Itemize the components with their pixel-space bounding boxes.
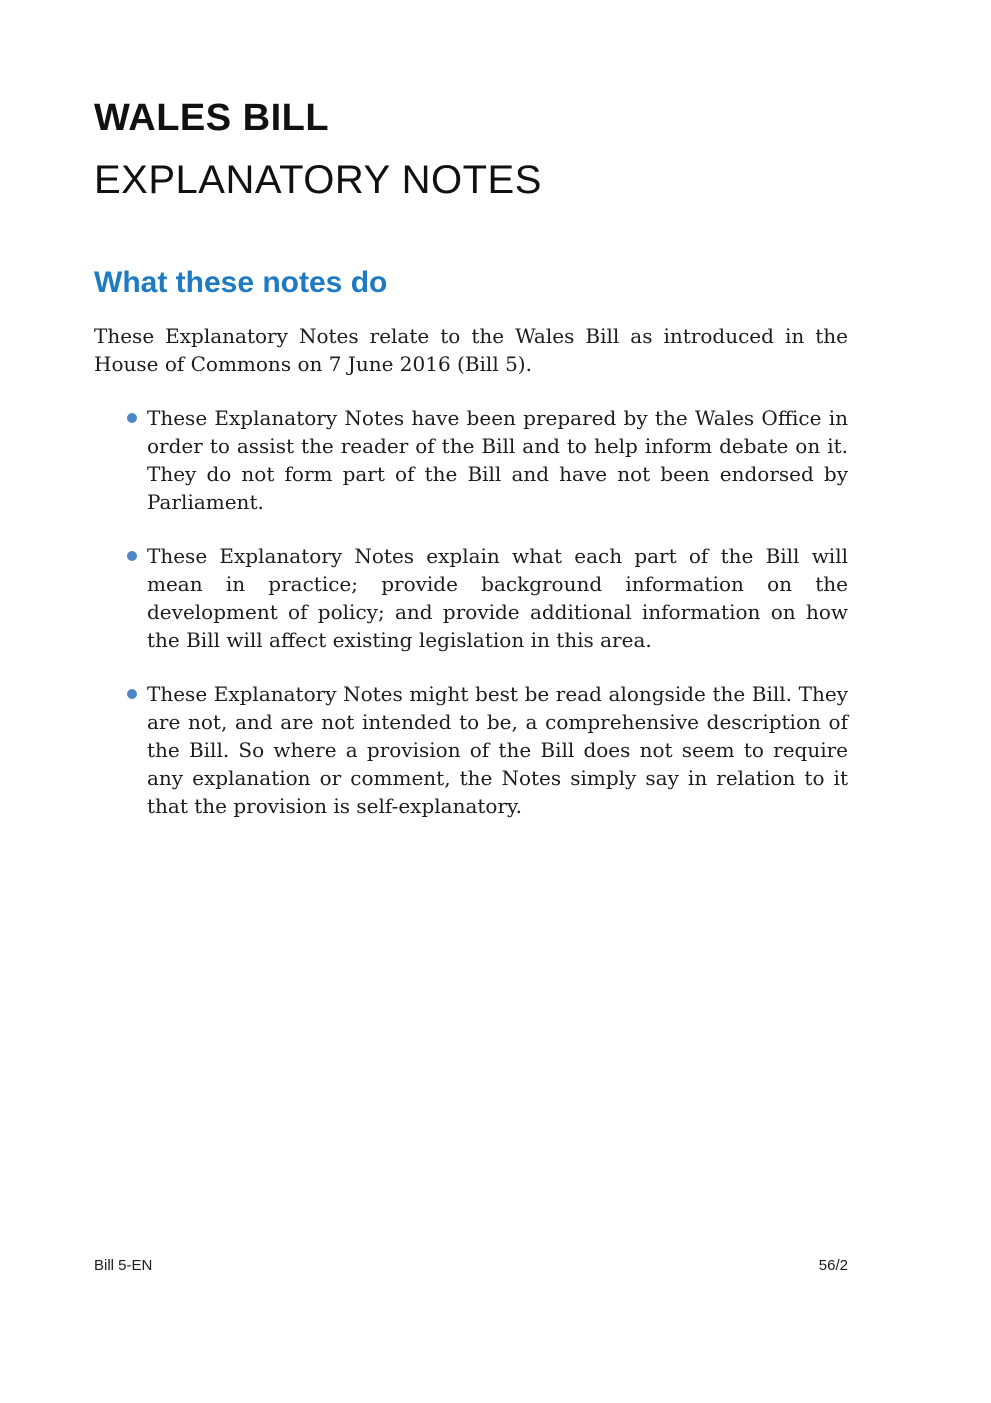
bullet-item — [94, 542, 848, 654]
doc-title: WALES BILL — [94, 97, 330, 139]
bullet-text: These Explanatory Notes have been prepared by the Wales Office in order to assist the reader of the Bill and to help inform debate on it. They do not form part of the Bill and have not been endorsed by Parliament. — [147, 406, 848, 514]
bullet-icon — [127, 689, 137, 699]
section-heading: What these notes do — [94, 266, 388, 299]
document-content — [0, 96, 991, 820]
bullet-text: These Explanatory Notes might best be read alongside the Bill. They are not, and are not intended to be, a comprehensive description of the Bill. So where a provision of the Bill does not seem to require any explanation or comment, the Notes simply say in relation to it that the provision is self-explanatory. — [147, 682, 848, 818]
bullet-list — [94, 404, 848, 820]
footer-doc-ref: Bill 5-EN — [94, 1257, 153, 1274]
bullet-item — [94, 404, 848, 516]
intro-paragraph: These Explanatory Notes relate to the Wales Bill as introduced in the House of Commons on 7 June 2016 (Bill 5). — [94, 324, 848, 376]
bullet-icon — [127, 551, 137, 561]
page-footer — [94, 1256, 848, 1276]
doc-subtitle: EXPLANATORY NOTES — [94, 158, 542, 202]
bullet-icon — [127, 413, 137, 423]
bullet-item — [94, 680, 848, 820]
footer-page-number: 56/2 — [818, 1257, 848, 1274]
bullet-text: These Explanatory Notes explain what each part of the Bill will mean in practice; provide background information on the development of policy; and provide additional information on how the Bill will affect existing legislation in this area. — [147, 544, 848, 652]
